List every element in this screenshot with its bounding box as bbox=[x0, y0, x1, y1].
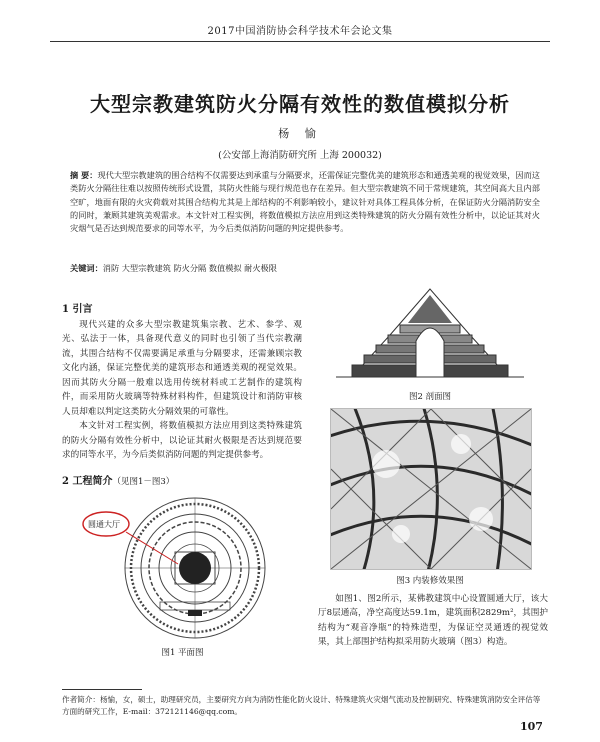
figure-1-caption: 图1 平面图 bbox=[161, 648, 204, 658]
author: 杨 愉 bbox=[278, 127, 322, 140]
paper-title: 大型宗教建筑防火分隔有效性的数值模拟分析 bbox=[90, 92, 510, 116]
figure-3-interior bbox=[330, 408, 532, 570]
figure-2-section bbox=[330, 285, 530, 385]
glass-dome-image bbox=[331, 409, 531, 569]
keywords-text: 消防 大型宗教建筑 防火分隔 数值模拟 耐火极限 bbox=[102, 263, 277, 273]
section-2-suffix: （见图1－图3） bbox=[112, 477, 175, 487]
footnote-divider bbox=[62, 689, 142, 690]
abstract-label: 摘 要： bbox=[70, 170, 98, 180]
section-2-right-text bbox=[318, 592, 548, 650]
figure-2-caption: 图2 剖面图 bbox=[408, 392, 452, 402]
abstract bbox=[70, 169, 540, 235]
affiliation: (公安部上海消防研究所 上海 200032) bbox=[218, 150, 382, 161]
fig1-label: 圆通大厅 bbox=[88, 520, 120, 529]
floor-plan-drawing bbox=[80, 492, 285, 640]
section-1-heading: 1 引言 bbox=[62, 304, 93, 315]
section-1-body bbox=[62, 318, 302, 462]
figure-1-plan bbox=[80, 492, 285, 640]
abstract-text: 现代大型宗教建筑的围合结构不仅需要达到承重与分隔要求，还需保证完整优美的建筑形态和通透美观的视觉效果，因而这类防火分隔往往难以按照传统形式设置，其防火性能与现行规范也存在差异。但大型宗教建筑不同于常规建筑，其空间高大且内部空旷，地面有限的火灾荷载对其围合结构尤其是上部结构的不利影响较小，建议针对具体工程具体分析，在保证防火分隔消防安全的同时，兼顾其建筑美观需求。本文针对工程实例，将数值模拟方法应用到这类特殊建筑的防火分隔有效性分析中，以论证其对火灾烟气是否达到规范要求的同等水平，为今后类似消防问题的判定提供参考。 bbox=[70, 170, 540, 234]
author-footnote: 作者简介：杨愉，女，硕士，助理研究员，主要研究方向为消防性能化防火设计、特殊建筑火灾烟气流动及控制研究、特殊建筑消防安全评估等方面的研究工作，E-mail：372121146@qq.com。 bbox=[62, 695, 541, 716]
keywords bbox=[70, 263, 540, 274]
page-number: 107 bbox=[520, 720, 543, 733]
section-1-paragraph: 现代兴建的众多大型宗教建筑集宗教、艺术、参学、观光、弘法于一体，具备现代意义的同时也引领了当代宗教潮流，其围合结构不仅需要满足承重与分隔要求，还需兼顾宗教文化内涵，保证完整优美的建筑形态和通透美观的视觉效果。因而其防火分隔一般难以选用传统材料或工艺制作的建筑构件，而采用防火玻璃等特殊材料构件，但建筑设计和消防审核人员却难以判定这类防火分隔效果的可靠性。 bbox=[62, 320, 302, 417]
section-1-paragraph: 本文针对工程实例，将数值模拟方法应用到这类特殊建筑的防火分隔有效性分析中，以论证其耐火极限是否达到规范要求的同等水平，为今后类似消防问题的判定提供参考。 bbox=[62, 421, 302, 460]
section-2-paragraph: 如图1、图2所示，某佛教建筑中心设置圆通大厅，该大厅8层通高，净空高度达59.1m，建筑面积2829m²，其围护结构为“观音净瓶”的特殊造型，为保证空灵通透的视觉效果，其上部围护结构拟采用防火玻璃（图3）构造。 bbox=[318, 594, 548, 648]
keywords-label: 关键词： bbox=[70, 263, 103, 273]
running-head: 2017中国消防协会科学技术年会论文集 bbox=[50, 22, 550, 42]
figure-3-caption: 图3 内装修效果图 bbox=[396, 576, 464, 586]
section-2-heading bbox=[62, 472, 302, 487]
section-drawing bbox=[330, 285, 530, 385]
section-2-title: 2 工程简介 bbox=[62, 476, 113, 487]
